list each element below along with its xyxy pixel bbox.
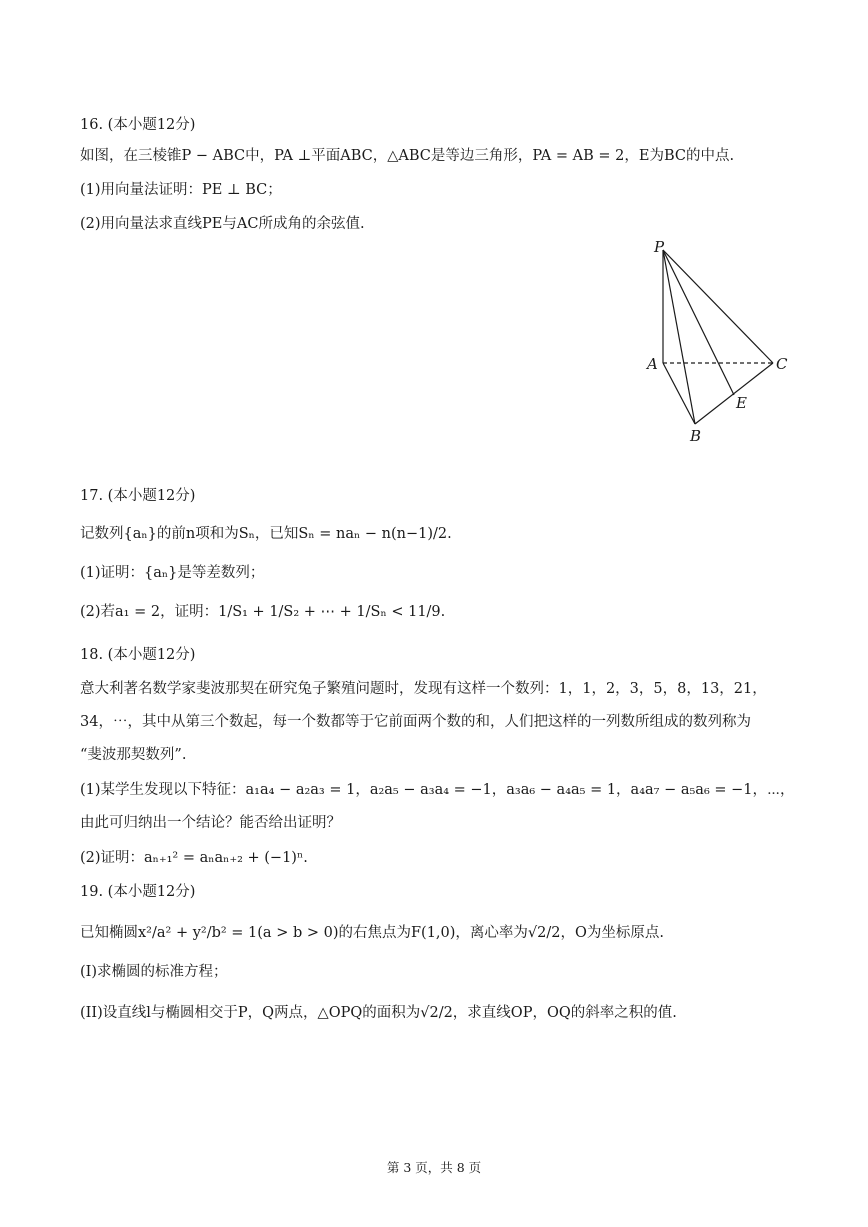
edge-BC	[695, 363, 773, 424]
q17-part2: (2)若a₁ = 2，证明：1/S₁ + 1/S₂ + ⋯ + 1/Sₙ < 11/9.	[80, 604, 446, 620]
label-A: A	[647, 355, 658, 373]
q16-part2: (2)用向量法求直线PE与AC所成角的余弦值.	[80, 216, 365, 232]
q18-stem-line2: 34，⋯，其中从第三个数起，每一个数都等于它前面两个数的和，人们把这样的一列数所组成的数列称为	[80, 714, 751, 730]
q18-stem-line1: 意大利著名数学家斐波那契在研究兔子繁殖问题时，发现有这样一个数列：1，1，2，3，5，8，13，21，	[80, 681, 767, 697]
q19-part1: (I)求椭圆的标准方程；	[80, 964, 228, 980]
tetrahedron-figure	[640, 232, 800, 452]
q18-part2: (2)证明：aₙ₊₁² = aₙaₙ₊₂ + (−1)ⁿ.	[80, 850, 308, 866]
q16-stem: 如图，在三棱锥P − ABC中，PA ⊥平面ABC，△ABC是等边三角形，PA = AB = 2，E为BC的中点.	[80, 148, 735, 164]
q18-header: 18. (本小题12分)	[80, 647, 196, 663]
q18-part1-line1: (1)某学生发现以下特征：a₁a₄ − a₂a₃ = 1，a₂a₅ − a₃a₄ = −1，a₃a₆ − a₄a₅ = 1，a₄a₇ − a₅a₆ = −1，⋯，	[80, 782, 795, 798]
edge-AB	[663, 363, 695, 424]
q19-stem: 已知椭圆x²/a² + y²/b² = 1(a > b > 0)的右焦点为F(1,0)，离心率为√2/2，O为坐标原点.	[80, 925, 664, 941]
page-footer: 第 3 页，共 8 页	[386, 1160, 482, 1175]
q16-header: 16. (本小题12分)	[80, 117, 196, 133]
label-B: B	[690, 427, 702, 445]
q17-header: 17. (本小题12分)	[80, 488, 196, 504]
label-P: P	[654, 238, 665, 256]
q17-part1: (1)证明：{aₙ}是等差数列；	[80, 565, 265, 581]
label-E: E	[736, 394, 747, 412]
q17-stem: 记数列{aₙ}的前n项和为Sₙ，已知Sₙ = naₙ − n(n−1)/2.	[80, 526, 452, 542]
edge-PB	[663, 250, 695, 424]
edge-PC	[663, 250, 773, 363]
q18-stem-line3: “斐波那契数列”.	[80, 747, 187, 763]
label-C: C	[776, 355, 788, 373]
q16-part1: (1)用向量法证明：PE ⊥ BC；	[80, 182, 282, 198]
edge-PE	[663, 250, 734, 395]
q19-header: 19. (本小题12分)	[80, 884, 196, 900]
q18-part1-line2: 由此可归纳出一个结论？能否给出证明？	[80, 815, 341, 831]
q19-part2: (II)设直线l与椭圆相交于P，Q两点，△OPQ的面积为√2/2，求直线OP，OQ的斜率之积的值.	[80, 1005, 677, 1021]
